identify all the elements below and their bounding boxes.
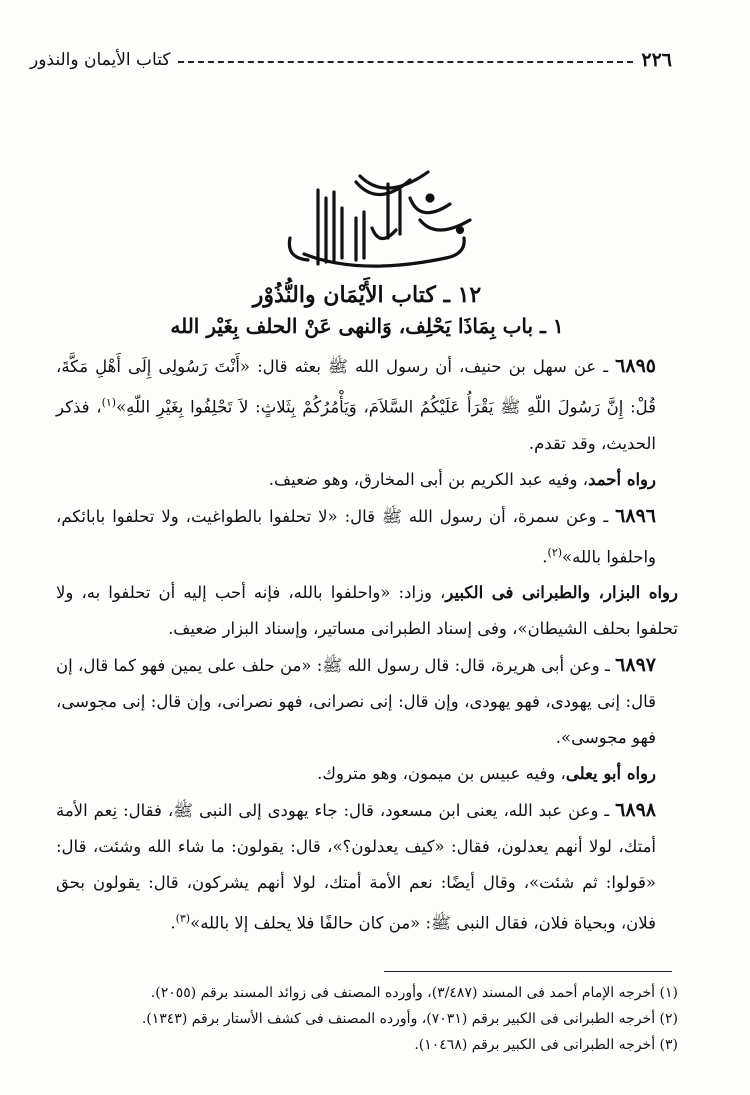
footnote-1: (١) أخرجه الإمام أحمد فى المسند (٣/٤٨٧)، وأورده المصنف فى زوائد المسند برقم (٢٠٥٥). <box>150 985 678 1001</box>
footnote-separator <box>384 971 672 972</box>
narration-lead: رواه البزار، والطبرانى فى الكبير <box>445 583 678 602</box>
running-book-title: كتاب الأيمان والنذور <box>30 50 171 70</box>
hadith-6895 <box>56 348 678 462</box>
hadith-text: ـ وعن عبد الله، يعنى ابن مسعود، قال: جاء يهودى إلى النبى ﷺ، فقال: نِعم الأمة أمتك، لولا أنهم يعدلون، فقال: «كيف يعدلون؟»، قال: يقولون: ما شاء الله وشئت، قال: «قولوا: ثم شئت»، وقال أيضًا: نعم الأمة أمتك، لولا أنهم يشركون، قال: يقولون بحق فلان، وبحياة فلان، فقال النبى ﷺ: «من كان حالفًا فلا يحلف إلا بالله» <box>56 801 656 933</box>
running-header <box>30 46 672 74</box>
footnote-3: (٣) أخرجه الطبرانى فى الكبير برقم (١٠٤٦٨). <box>414 1037 678 1053</box>
basmala-text <box>260 168 270 169</box>
footnote-ref: (٢) <box>547 545 563 559</box>
narration-text: ، وفيه عبيس بن ميمون، وهو متروك. <box>317 764 566 783</box>
footnote-ref: (٣) <box>175 912 191 925</box>
hadith-6896 <box>56 498 678 576</box>
hadith-text: ـ وعن سمرة، أن رسول الله ﷺ قال: «لا تحلفوا بالطواغيت، ولا تحلفوا بابائكم، واحلفوا بالله» <box>56 506 656 566</box>
narration-lead: رواه أبو يعلى <box>565 764 656 783</box>
basmala-calligraphy <box>260 168 500 278</box>
narration-text: ، وفيه عبد الكريم بن أبى المخارق، وهو ضعيف. <box>268 469 589 489</box>
footnotes <box>56 980 678 1058</box>
narration-6895 <box>56 462 678 498</box>
main-text <box>56 280 678 942</box>
narration-6896 <box>56 575 678 647</box>
hadith-number: ٦٨٩٨ <box>615 799 656 821</box>
hadith-6897 <box>56 647 678 756</box>
narration-6897 <box>56 756 678 792</box>
hadith-text: ـ وعن أبى هريرة، قال: قال رسول الله ﷺ: «من حلف على يمين فهو كما قال، إن قال: إنى يهودى، فهو يهودى، وإن قال: إنى نصرانى، فهو نصرانى، وإن قال: إنى مجوسى، فهو مجوسى». <box>56 656 656 747</box>
hadith-text-after: . <box>542 547 548 566</box>
narration-lead: رواه أحمد <box>588 469 656 489</box>
basmala-calligraphy-icon <box>260 168 500 278</box>
hadith-text-after: . <box>170 913 176 933</box>
hadith-text-after: ، فذكر الحديث، وقد تقدم. <box>56 397 656 453</box>
footnote-2: (٢) أخرجه الطبرانى فى الكبير برقم (٧٠٣١)، وأورده المصنف فى كشف الأستار برقم (١٣٤٣). <box>141 1011 678 1027</box>
page-number: ٢٢٦ <box>641 49 672 71</box>
footnote-ref: (١) <box>101 396 117 409</box>
hadith-number: ٦٨٩٧ <box>615 654 656 676</box>
hadith-text: ـ عن سهل بن حنيف، أن رسول الله ﷺ بعثه قال: «أَنْتَ رَسُولِى إِلَى أَهْلِ مَكَّةَ، قُلْ: إِنَّ رَسُولَ اللّهِ ﷺ يَقْرَأُ عَلَيْكُمُ السَّلاَمَ، وَيَأْمُرُكُمْ بِثَلاثٍ: لاَ تَحْلِفُوا بِغَيْرِ اللّهِ» <box>56 357 657 417</box>
hadith-number: ٦٨٩٥ <box>615 355 656 377</box>
hadith-number: ٦٨٩٦ <box>615 504 656 527</box>
narration-text: ، وزاد: «واحلفوا بالله، فإنه أحب إليه أن تحلفوا به، ولا تحلفوا بحلف الشيطان»، وفى إسناد الطبرانى مساتير، وإسناد البزار ضعيف. <box>56 583 678 638</box>
section-title: ١ ـ باب بِمَاذَا يَحْلِف، وَالنهى عَنْ الحلف بِغَيْر الله <box>170 314 564 338</box>
hadith-6898 <box>56 792 678 942</box>
chapter-title: ١٢ ـ كتاب الأَيْمَان والنُّذُوْر <box>252 282 482 308</box>
header-dashed-rule <box>178 61 633 63</box>
